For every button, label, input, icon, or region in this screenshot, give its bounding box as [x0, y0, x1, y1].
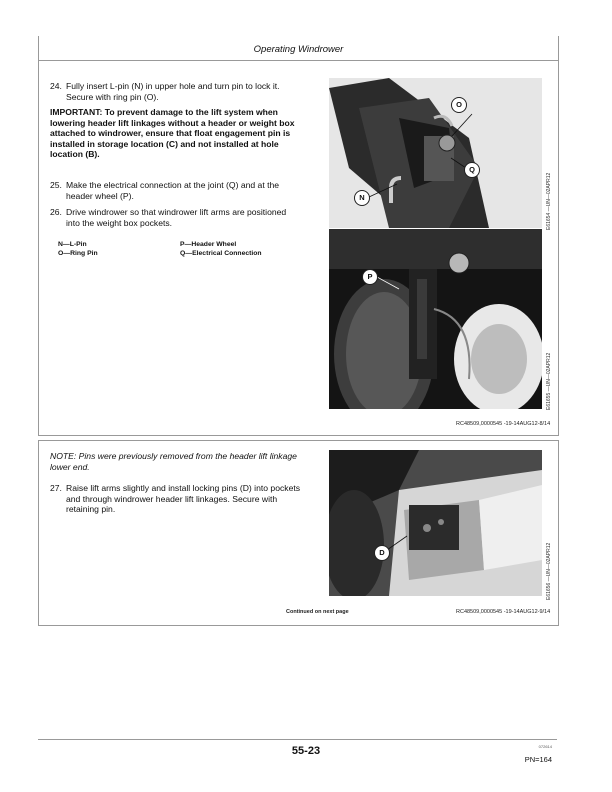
callout-q: Q [464, 162, 480, 178]
photo-locking-pins [329, 450, 542, 596]
footer-code: 072614 [538, 744, 552, 749]
step-24: 24. Fully insert L-pin (N) in upper hole and turn pin to lock it. Secure with ring pin (O). [54, 81, 302, 102]
step-25-text: Make the electrical connection at the joint (Q) and at the header wheel (P). [66, 180, 280, 201]
legend-p: P—Header Wheel [180, 241, 237, 248]
legend-o: O—Ring Pin [58, 250, 98, 257]
photo-3-caption: E61656 —UN—02APR12 [546, 542, 552, 600]
step-26: 26. Drive windrower so that windrower lift arms are positioned into the weight box pockets. [54, 207, 302, 228]
legend-n: N—L-Pin [58, 241, 87, 248]
important-notice [50, 107, 312, 160]
step-26-text: Drive windrower so that windrower lift arms are positioned into the weight box pockets. [66, 207, 287, 228]
continued-on-next-page: Continued on next page [286, 609, 349, 615]
callout-p: P [362, 269, 378, 285]
pn-label: PN=164 [524, 755, 552, 764]
legend-q: Q—Electrical Connection [180, 250, 262, 257]
step-25: 25. Make the electrical connection at the joint (Q) and at the header wheel (P). [54, 180, 302, 201]
callout-n: N [354, 190, 370, 206]
page-header-title: Operating Windrower [253, 44, 344, 55]
important-text: To prevent damage to the lift system when lowering header lift linkages without a header or weight box attached to windrower, ensure that float engagement pin is installed in storage location (C) and not installed at hole location (B). [50, 107, 295, 160]
note-pins-removed: NOTE: Pins were previously removed from the header lift linkage lower end. [50, 451, 297, 472]
callout-d: D [374, 545, 390, 561]
section-1-reference: RC48509,0000545 -19-14AUG12-8/14 [456, 421, 551, 427]
step-27: 27. Raise lift arms slightly and install locking pins (D) into pockets and through windrower header lift linkages. Secure with retaining pin. [50, 483, 301, 515]
page-number: 55-23 [291, 745, 321, 757]
photo-1-caption: E61654 —UN—02APR12 [546, 172, 552, 230]
section-2-reference: RC48509,0000545 -19-14AUG12-9/14 [456, 609, 551, 615]
callout-o: O [451, 97, 467, 113]
step-27-text: Raise lift arms slightly and install locking pins (D) into pockets and through windrower header lift linkages. Secure with retaining pin. [66, 483, 301, 515]
step-24-text: Fully insert L-pin (N) in upper hole and turn pin to lock it. Secure with ring pin (O). [66, 81, 280, 102]
footer-rule [38, 739, 557, 740]
photo-header-wheel [329, 229, 542, 409]
photo-2-caption: E61655 —UN—02APR12 [546, 352, 552, 410]
important-label: IMPORTANT: [50, 107, 103, 117]
header-frame [38, 36, 559, 61]
